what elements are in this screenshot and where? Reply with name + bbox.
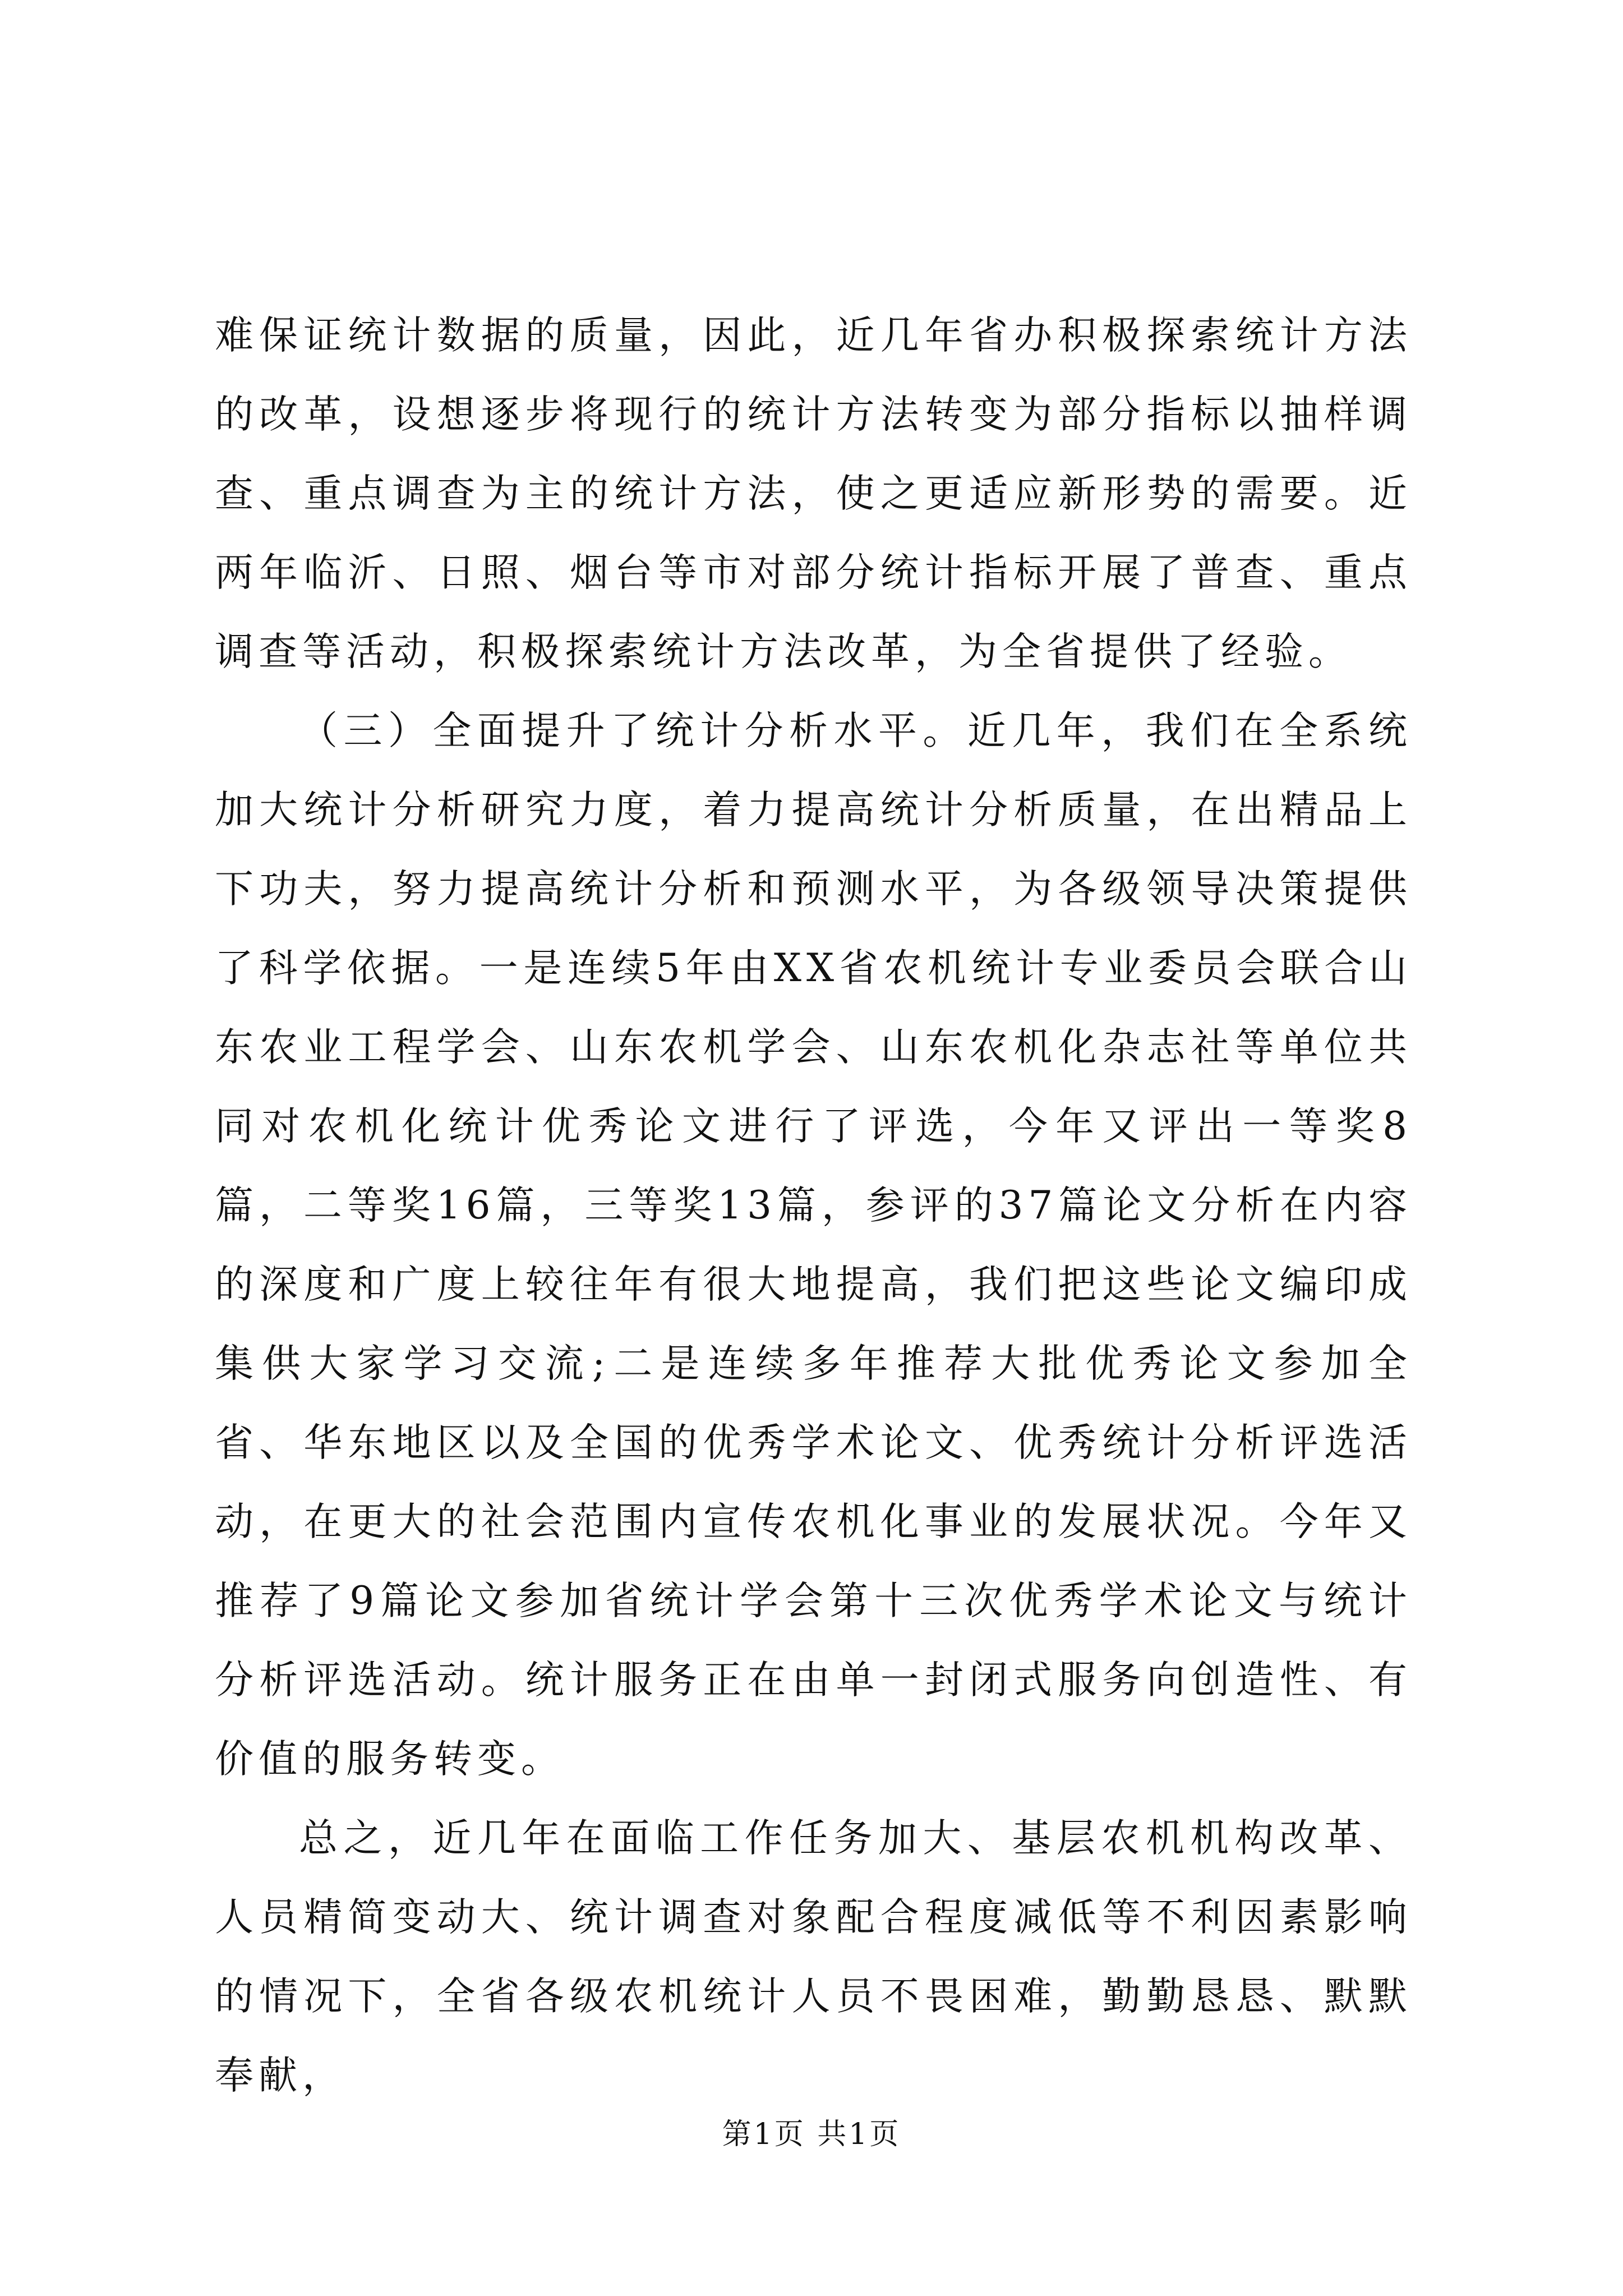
page-footer: 第1页 共1页 <box>722 2118 901 2151</box>
paragraph-summary: 总之，近几年在面临工作任务加大、基层农机机构改革、人员精简变动大、统计调查对象配合程度减低等不利因素影响的情况下，全省各级农机统计人员不畏困难，勤勤恳恳、默默奉献， <box>215 1816 1412 2098</box>
body-text <box>215 296 1412 2115</box>
paragraph-statistical-analysis: （三）全面提升了统计分析水平。近几年，我们在全系统加大统计分析研究力度，着力提高统计分析质量，在出精品上下功夫，努力提高统计分析和预测水平，为各级领导决策提供了科学依据。一是连续5年由XX省农机统计专业委员会联合山东农业工程学会、山东农机学会、山东农机化杂志社等单位共同对农机化统计优秀论文进行了评选，今年又评出一等奖8篇，二等奖16篇，三等奖13篇，参评的37篇论文分析在内容的深度和广度上较往年有很大地提高，我们把这些论文编印成集供大家学习交流;二是连续多年推荐大批优秀论文参加全省、华东地区以及全国的优秀学术论文、优秀统计分析评选活动，在更大的社会范围内宣传农机化事业的发展状况。今年又推荐了9篇论文参加省统计学会第十三次优秀学术论文与统计分析评选活动。统计服务正在由单一封闭式服务向创造性、有价值的服务转变。 <box>215 708 1412 1782</box>
paragraph-continuation: 难保证统计数据的质量，因此，近几年省办积极探索统计方法的改革，设想逐步将现行的统计方法转变为部分指标以抽样调查、重点调查为主的统计方法，使之更适应新形势的需要。近两年临沂、日照、烟台等市对部分统计指标开展了普查、重点调查等活动，积极探索统计方法改革，为全省提供了经验。 <box>215 313 1412 674</box>
